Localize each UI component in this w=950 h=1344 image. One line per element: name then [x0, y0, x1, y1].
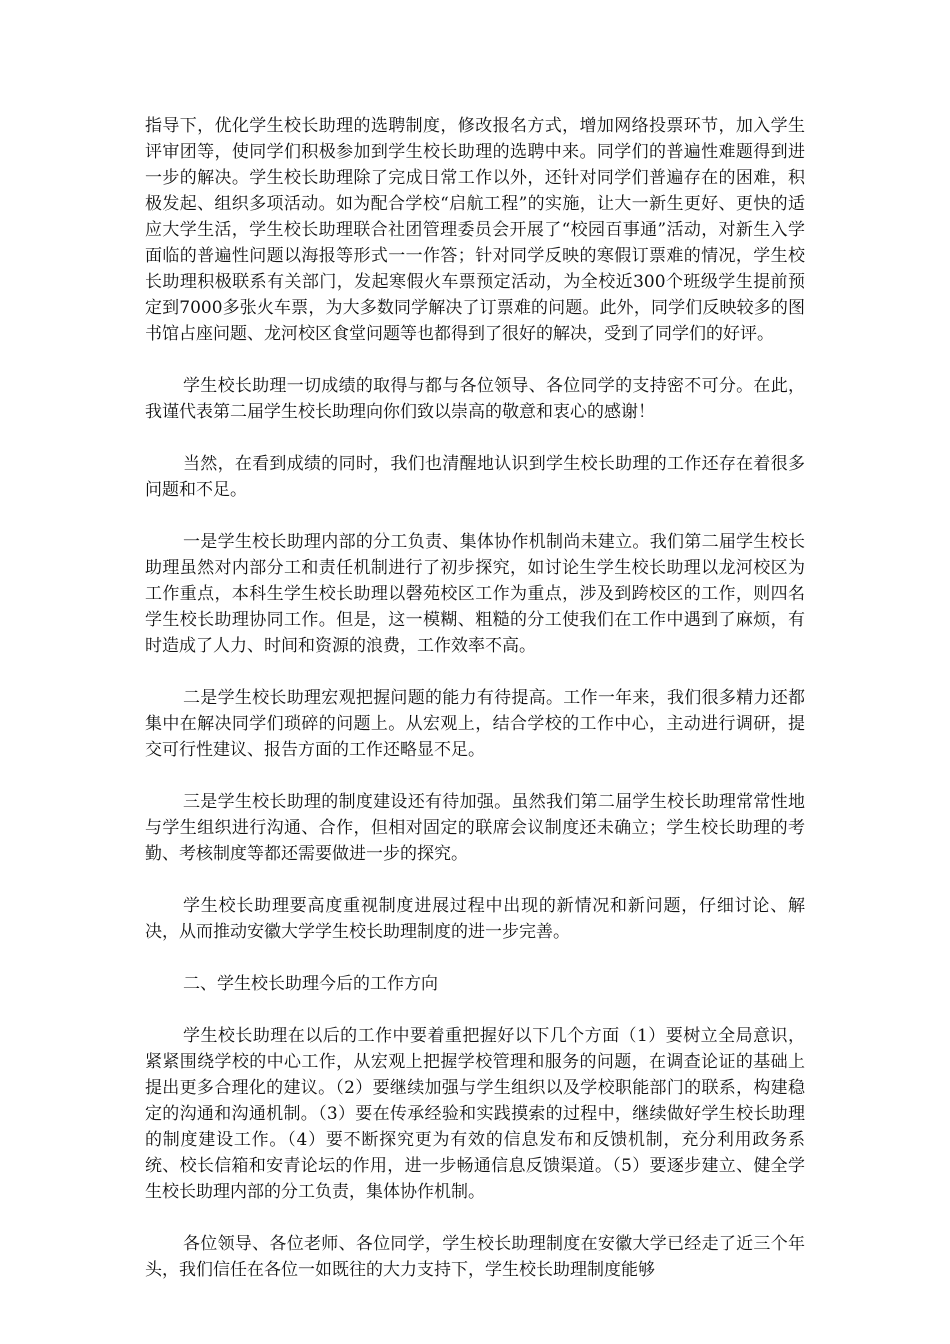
paragraph-continued: 指导下，优化学生校长助理的选聘制度，修改报名方式，增加网络投票环节，加入学生评审团等，使同学们积极参加到学生校长助理的选聘中来。同学们的普遍性难题得到进一步的解决。学生校长助理除了完成日常工作以外，还针对同学们普遍存在的困难，积极发起、组织多项活动。如为配合学校“启航工程”的实施，让大一新生更好、更快的适应大学生活，学生校长助理联合社团管理委员会开展了“校园百事通”活动，对新生入学面临的普遍性问题以海报等形式一一作答；针对同学反映的寒假订票难的情况，学生校长助理积极联系有关部门，发起寒假火车票预定活动，为全校近300个班级学生提前预定到7000多张火车票，为大多数同学解决了订票难的问题。此外，同学们反映较多的图书馆占座问题、龙河校区食堂问题等也都得到了很好的解决，受到了同学们的好评。 [145, 116, 805, 344]
paragraph-problems-intro: 当然，在看到成绩的同时，我们也清醒地认识到学生校长助理的工作还存在着很多问题和不足。 [145, 454, 805, 500]
paragraph-problem-one: 一是学生校长助理内部的分工负责、集体协作机制尚未建立。我们第二届学生校长助理虽然对内部分工和责任机制进行了初步探究，如讨论生学生校长助理以龙河校区为工作重点，本科生学生校长助理以磬苑校区工作为重点，涉及到跨校区的工作，则四名学生校长助理协同工作。但是，这一模糊、粗糙的分工使我们在工作中遇到了麻烦，有时造成了人力、时间和资源的浪费，工作效率不高。 [145, 532, 805, 656]
document-body [145, 113, 805, 1309]
paragraph-future-directions: 学生校长助理在以后的工作中要着重把握好以下几个方面（1）要树立全局意识，紧紧围绕学校的中心工作，从宏观上把握学校管理和服务的问题，在调查论证的基础上提出更多合理化的建议。（2）要继续加强与学生组织以及学校职能部门的联系，构建稳定的沟通和沟通机制。（3）要在传承经验和实践摸索的过程中，继续做好学生校长助理的制度建设工作。（4）要不断探究更为有效的信息发布和反馈机制，充分利用政务系统、校长信箱和安青论坛的作用，进一步畅通信息反馈渠道。（5）要逐步建立、健全学生校长助理内部的分工负责，集体协作机制。 [145, 1026, 805, 1202]
paragraph-closing: 各位领导、各位老师、各位同学，学生校长助理制度在安徽大学已经走了近三个年头，我们信任在各位一如既往的大力支持下，学生校长助理制度能够 [145, 1234, 805, 1280]
paragraph-problem-three: 三是学生校长助理的制度建设还有待加强。虽然我们第二届学生校长助理常常性地与学生组织进行沟通、合作，但相对固定的联席会议制度还未确立；学生校长助理的考勤、考核制度等都还需要做进一步的探究。 [145, 792, 805, 864]
paragraph-thanks: 学生校长助理一切成绩的取得与都与各位领导、各位同学的支持密不可分。在此，我谨代表第二届学生校长助理向你们致以崇高的敬意和衷心的感谢！ [145, 376, 805, 422]
paragraph-problem-two: 二是学生校长助理宏观把握问题的能力有待提高。工作一年来，我们很多精力还都集中在解决同学们琐碎的问题上。从宏观上，结合学校的工作中心，主动进行调研，提交可行性建议、报告方面的工作还略显不足。 [145, 688, 805, 760]
paragraph-problems-summary: 学生校长助理要高度重视制度进展过程中出现的新情况和新问题，仔细讨论、解决，从而推动安徽大学学生校长助理制度的进一步完善。 [145, 896, 805, 942]
section-heading: 二、学生校长助理今后的工作方向 [183, 974, 438, 994]
